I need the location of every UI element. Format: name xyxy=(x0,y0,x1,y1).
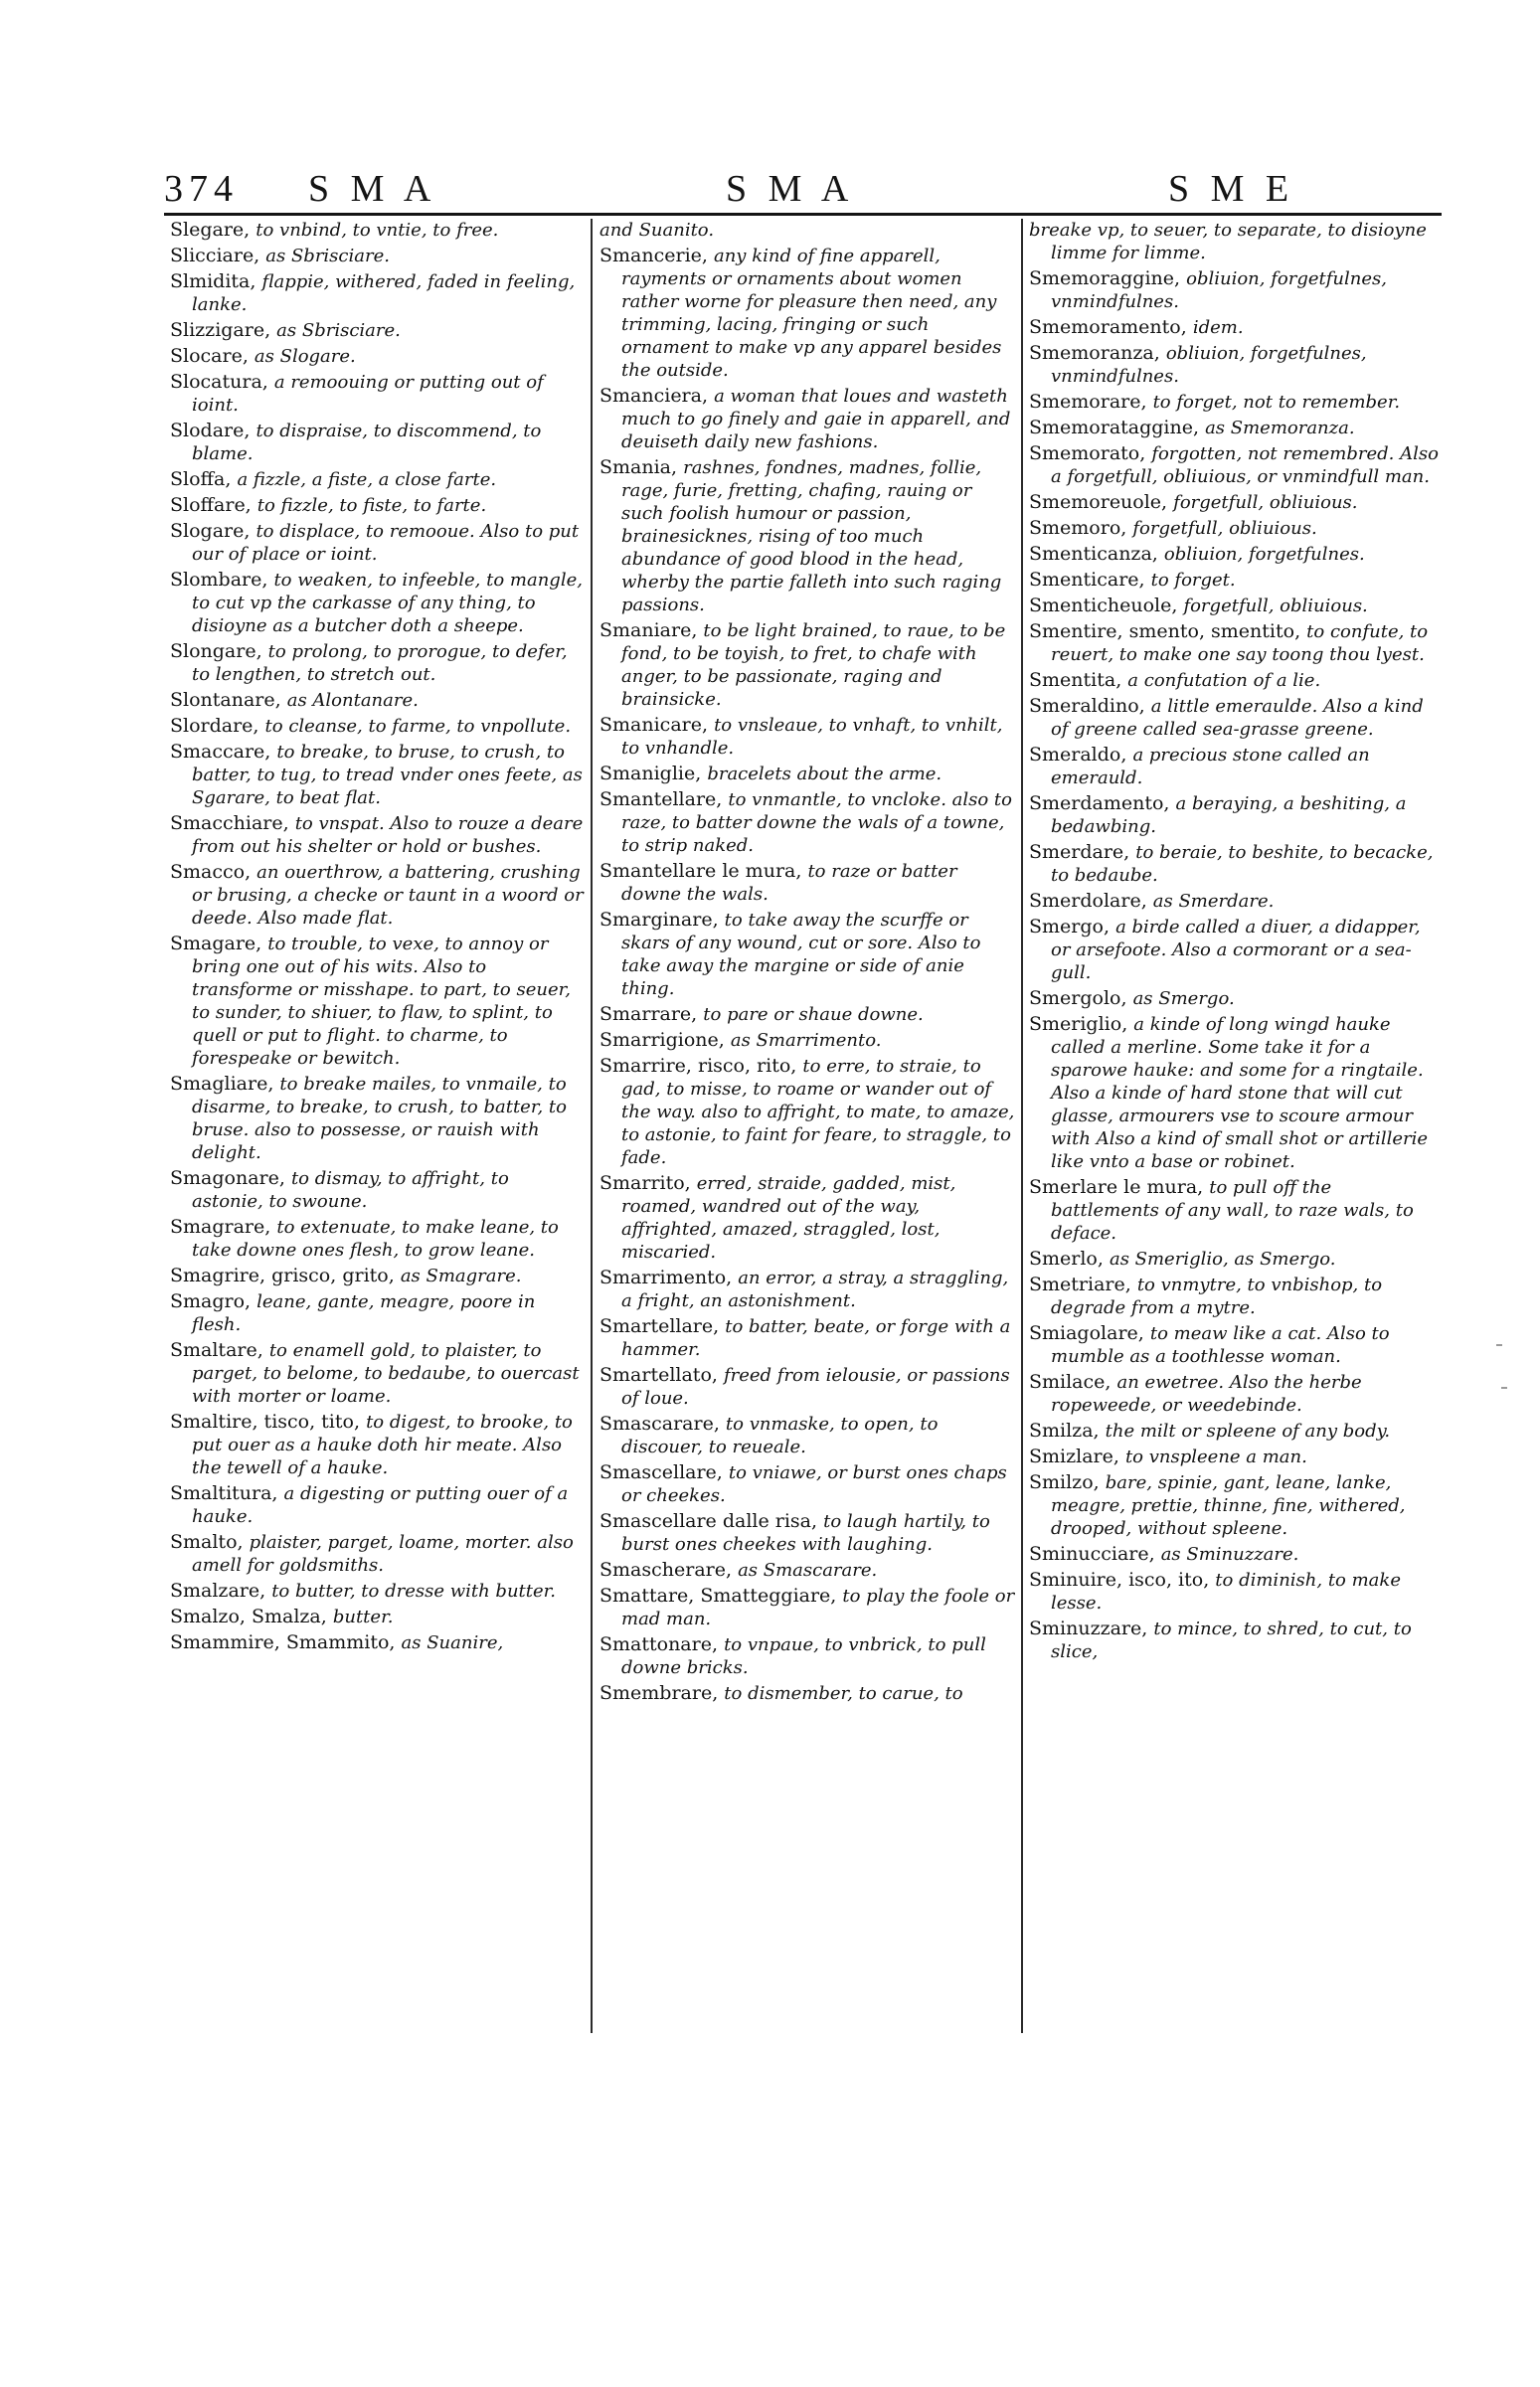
entry-headword: Smaccare, xyxy=(170,741,271,763)
entry-headword: Smagliare, xyxy=(170,1073,274,1095)
entry-headword: Smenticheuole, xyxy=(1029,595,1178,616)
dictionary-entry xyxy=(170,1482,586,1528)
entry-definition: to meaw like a cat. Also to mumble as a toothlesse woman. xyxy=(1051,1323,1390,1367)
dictionary-entry xyxy=(1029,1248,1442,1271)
dictionary-entry xyxy=(599,1510,1015,1556)
dictionary-entry xyxy=(599,1585,1015,1630)
dictionary-entry xyxy=(170,640,586,686)
entry-definition: the milt or spleene of any body. xyxy=(1105,1421,1391,1442)
entry-definition: to take away the scurffe or skars of any wound, cut or sore. Also to take away the margine or side of anie thing. xyxy=(621,910,981,999)
entry-headword: Smania, xyxy=(599,456,678,478)
dictionary-entry xyxy=(1029,1446,1442,1468)
entry-definition: as Sminuzzare. xyxy=(1160,1544,1299,1565)
entry-definition: plaister, parget, loame, morter. also amell for goldsmiths. xyxy=(192,1532,574,1576)
dictionary-entry xyxy=(599,1364,1015,1410)
entry-headword: Smetriare, xyxy=(1029,1274,1131,1295)
entry-definition: flappie, withered, faded in feeling, lanke. xyxy=(192,271,576,315)
entry-headword: Smagrire, grisco, grito, xyxy=(170,1265,395,1286)
entry-definition: a precious stone called an emerauld. xyxy=(1051,745,1370,788)
entry-definition: as Smeriglio, as Smergo. xyxy=(1109,1249,1336,1270)
entry-definition: forgotten, not remembred. Also a forgetfull, obliuious, or vnmindfull man. xyxy=(1051,443,1439,487)
entry-definition: a birde called a diuer, a didapper, or arsefoote. Also a cormorant or a sea-gull. xyxy=(1051,917,1421,983)
dictionary-entry xyxy=(1029,595,1442,617)
entry-headword: Smerdare, xyxy=(1029,841,1130,863)
entry-headword: Smalzare, xyxy=(170,1580,266,1602)
entry-headword: Smattare, Smatteggiare, xyxy=(599,1585,837,1607)
dictionary-entry xyxy=(170,1073,586,1164)
entry-definition: to pull off the battlements of any wall, to raze wals, to deface. xyxy=(1051,1177,1414,1244)
entry-definition: to dismay, to affright, to astonie, to swoune. xyxy=(192,1168,509,1212)
dictionary-entry xyxy=(599,1633,1015,1679)
entry-definition: to vnspleene a man. xyxy=(1124,1447,1307,1467)
entry-definition: to raze or batter downe the wals. xyxy=(621,861,957,905)
dictionary-entry xyxy=(599,245,1015,382)
entry-definition: as Smergo. xyxy=(1132,988,1235,1009)
dictionary-entry xyxy=(599,219,1015,242)
dictionary-entry xyxy=(170,1216,586,1262)
dictionary-entry xyxy=(599,1055,1015,1169)
entry-headword: Smancerie, xyxy=(599,245,708,266)
dictionary-entry xyxy=(1029,669,1442,692)
entry-headword: Smalzo, Smalza, xyxy=(170,1606,327,1627)
dictionary-entry xyxy=(1029,1274,1442,1319)
dictionary-entry xyxy=(170,468,586,491)
entry-definition: to mince, to shred, to cut, to slice, xyxy=(1051,1619,1412,1662)
dictionary-entry xyxy=(1029,744,1442,789)
dictionary-entry xyxy=(170,520,586,566)
dictionary-entry xyxy=(1029,1618,1442,1663)
dictionary-entry xyxy=(170,1339,586,1408)
entry-headword: Smarrigione, xyxy=(599,1029,725,1051)
entry-definition: a beraying, a beshiting, a bedawbing. xyxy=(1051,793,1407,837)
entry-definition: to laugh hartily, to burst ones cheekes with laughing. xyxy=(621,1511,990,1555)
entry-definition: and Suanito. xyxy=(599,220,715,241)
entry-headword: Smemorataggine, xyxy=(1029,417,1200,438)
header-rule xyxy=(164,213,1442,216)
dictionary-entry xyxy=(170,245,586,267)
entry-definition: to batter, beate, or forge with a hammer. xyxy=(621,1316,1011,1360)
dictionary-page xyxy=(164,167,1442,2036)
dictionary-entry xyxy=(1029,1013,1442,1173)
dictionary-entry xyxy=(170,345,586,368)
entry-definition: to play the foole or mad man. xyxy=(621,1586,1015,1629)
dictionary-entry xyxy=(1029,543,1442,566)
entry-headword: Smacco, xyxy=(170,861,252,883)
dictionary-entry xyxy=(170,219,586,242)
dictionary-entry xyxy=(170,1265,586,1287)
dictionary-entry xyxy=(1029,792,1442,838)
dictionary-entry xyxy=(1029,1471,1442,1540)
entry-headword: Smagrare, xyxy=(170,1216,271,1238)
entry-definition: to extenuate, to make leane, to take downe ones flesh, to grow leane. xyxy=(192,1217,559,1261)
entry-headword: Sminucciare, xyxy=(1029,1543,1155,1565)
entry-headword: Smagonare, xyxy=(170,1167,285,1189)
dictionary-entry xyxy=(1029,1543,1442,1566)
dictionary-entry xyxy=(1029,517,1442,540)
entry-headword: Smilzo, xyxy=(1029,1471,1100,1493)
entry-headword: Slocare, xyxy=(170,345,249,367)
entry-definition: to forget. xyxy=(1150,570,1236,591)
dictionary-entry xyxy=(1029,620,1442,666)
dictionary-entry xyxy=(1029,569,1442,592)
dictionary-entry xyxy=(1029,342,1442,388)
dictionary-entry xyxy=(599,1413,1015,1458)
entry-headword: Smerlo, xyxy=(1029,1248,1104,1270)
dictionary-entry xyxy=(1029,890,1442,913)
entry-definition: a confutation of a lie. xyxy=(1127,670,1321,691)
entry-headword: Slizzigare, xyxy=(170,319,271,341)
entry-headword: Smerdamento, xyxy=(1029,792,1170,814)
entry-definition: bracelets about the arme. xyxy=(707,764,942,784)
dictionary-entry xyxy=(1029,316,1442,339)
entry-headword: Smemoro, xyxy=(1029,517,1127,539)
dictionary-entry xyxy=(1029,916,1442,984)
entry-headword: Smantellare, xyxy=(599,788,723,810)
dictionary-entry xyxy=(599,714,1015,760)
entry-headword: Smascarare, xyxy=(599,1413,720,1435)
entry-headword: Smanicare, xyxy=(599,714,709,736)
dictionary-entry xyxy=(1029,987,1442,1010)
entry-headword: Sloffa, xyxy=(170,468,232,490)
dictionary-entry xyxy=(170,1531,586,1577)
entry-headword: Smeraldino, xyxy=(1029,695,1145,717)
entry-headword: Sminuzzare, xyxy=(1029,1618,1148,1639)
entry-headword: Smarrare, xyxy=(599,1003,698,1025)
entry-definition: to forget, not to remember. xyxy=(1152,392,1401,413)
entry-headword: Smagro, xyxy=(170,1290,252,1312)
dictionary-entry xyxy=(170,861,586,930)
dictionary-entry xyxy=(170,420,586,465)
entry-headword: Smemoreuole, xyxy=(1029,491,1168,513)
running-head-right: S M E xyxy=(1168,168,1295,210)
entry-definition: to digest, to brooke, to put ouer as a hauke doth hir meate. Also the tewell of a hauke. xyxy=(192,1412,573,1478)
entry-headword: Smerlare le mura, xyxy=(1029,1176,1204,1198)
entry-headword: Slegare, xyxy=(170,219,251,241)
entry-headword: Smascellare, xyxy=(599,1461,723,1483)
dictionary-entry xyxy=(599,1559,1015,1582)
entry-headword: Smembrare, xyxy=(599,1682,719,1704)
dictionary-entry xyxy=(599,1315,1015,1361)
entry-headword: Smaniglie, xyxy=(599,763,702,784)
entry-definition: to confute, to reuert, to make one say toong thou lyest. xyxy=(1051,621,1429,665)
entry-headword: Smilace, xyxy=(1029,1371,1112,1393)
entry-definition: a little emeraulde. Also a kind of greene called sea-grasse greene. xyxy=(1051,696,1424,740)
entry-headword: Smattonare, xyxy=(599,1633,719,1655)
entry-definition: a woman that loues and wasteth much to go finely and gaie in apparell, and deuiseth daily new fashions. xyxy=(621,386,1011,452)
column-3 xyxy=(1029,219,1442,2033)
entry-headword: Smemorare, xyxy=(1029,391,1147,413)
entry-headword: Smanciera, xyxy=(599,385,709,407)
entry-headword: Smenticanza, xyxy=(1029,543,1158,565)
entry-definition: obliuion, forgetfulnes, vnmindfulnes. xyxy=(1051,268,1387,312)
dictionary-entry xyxy=(170,715,586,738)
column-divider xyxy=(591,219,593,2033)
running-head-middle: S M A xyxy=(726,168,855,210)
entry-headword: Smizlare, xyxy=(1029,1446,1119,1467)
dictionary-entry xyxy=(599,385,1015,453)
entry-headword: Smantellare le mura, xyxy=(599,860,802,882)
entry-definition: as Suanire, xyxy=(401,1632,504,1653)
entry-definition: forgetfull, obliuious. xyxy=(1132,518,1317,539)
entry-definition: idem. xyxy=(1192,317,1244,338)
entry-headword: Slocatura, xyxy=(170,371,268,393)
entry-headword: Smarrito, xyxy=(599,1172,691,1194)
entry-headword: Smeriglio, xyxy=(1029,1013,1128,1035)
entry-headword: Smentita, xyxy=(1029,669,1122,691)
entry-definition: to vnmantle, to vncloke. also to raze, to batter downe the wals of a towne, to strip naked. xyxy=(621,789,1012,856)
entry-definition: any kind of fine apparell, rayments or ornaments about women rather worne for pleasure then need, any trimming, lacing, fringing or such ornament to make vp any apparel besides the outside. xyxy=(621,246,1002,381)
running-head-left: S M A xyxy=(308,168,437,210)
entry-headword: Smascellare dalle risa, xyxy=(599,1510,818,1532)
entry-definition: obliuion, forgetfulnes, vnmindfulnes. xyxy=(1051,343,1367,387)
entry-definition: to displace, to remooue. Also to put our of place or ioint. xyxy=(192,521,580,565)
dictionary-entry xyxy=(1029,391,1442,414)
entry-definition: forgetfull, obliuious. xyxy=(1183,596,1368,616)
dictionary-entry xyxy=(599,456,1015,616)
entry-headword: Smergolo, xyxy=(1029,987,1127,1009)
entry-definition: to pare or shaue downe. xyxy=(703,1004,924,1025)
entry-definition: rashnes, fondnes, madnes, follie, rage, furie, fretting, chafing, rauing or such foolish humour or passion, brainesicknes, rising of too much abundance of good blood in the head, wherby the partie falleth into such raging passions. xyxy=(621,457,1002,615)
entry-headword: Smiagolare, xyxy=(1029,1322,1144,1344)
entry-headword: Slogare, xyxy=(170,520,251,542)
entry-headword: Smartellato, xyxy=(599,1364,718,1386)
dictionary-entry xyxy=(170,741,586,809)
entry-headword: Smeraldo, xyxy=(1029,744,1127,766)
entry-headword: Slicciare, xyxy=(170,245,260,266)
entry-definition: erred, straide, gadded, mist, roamed, wandred out of the way, affrighted, amazed, straggled, lost, miscaried. xyxy=(621,1173,956,1263)
dictionary-entry xyxy=(170,371,586,417)
entry-headword: Smergo, xyxy=(1029,916,1111,938)
entry-definition: obliuion, forgetfulnes. xyxy=(1163,544,1365,565)
dictionary-entry xyxy=(170,933,586,1070)
entry-definition: to beraie, to beshite, to becacke, to bedaube. xyxy=(1051,842,1434,886)
dictionary-entry xyxy=(1029,841,1442,887)
entry-definition: as Smerdare. xyxy=(1152,891,1275,912)
entry-headword: Smemoraggine, xyxy=(1029,267,1181,289)
entry-definition: as Sbrisciare. xyxy=(276,320,401,341)
entry-headword: Slodare, xyxy=(170,420,251,441)
dictionary-entry xyxy=(1029,1371,1442,1417)
entry-definition: to diminish, to make lesse. xyxy=(1051,1570,1401,1614)
entry-definition: as Smemoranza. xyxy=(1205,418,1355,438)
entry-definition: to vnpaue, to vnbrick, to pull downe bricks. xyxy=(621,1634,986,1678)
entry-headword: Smemoranza, xyxy=(1029,342,1160,364)
page-number: 374 xyxy=(164,168,239,210)
entry-definition: to erre, to straie, to gad, to misse, to roame or wander out of the way. also to affright, to mate, to amaze, to astonie, to faint for feare, to straggle, to fade. xyxy=(621,1056,1015,1168)
entry-definition: to prolong, to prorogue, to defer, to lengthen, to stretch out. xyxy=(192,641,568,685)
entry-headword: Slongare, xyxy=(170,640,262,662)
entry-headword: Smemorato, xyxy=(1029,442,1146,464)
running-head xyxy=(164,167,1442,211)
dictionary-entry xyxy=(599,1267,1015,1312)
entry-definition: breake vp, to seuer, to separate, to disioyne limme for limme. xyxy=(1029,220,1427,263)
scan-speck xyxy=(1496,1344,1502,1346)
column-1 xyxy=(170,219,586,2033)
entry-headword: Smaltire, tisco, tito, xyxy=(170,1411,361,1433)
entry-definition: forgetfull, obliuious. xyxy=(1173,492,1358,513)
entry-definition: a remoouing or putting out of ioint. xyxy=(192,372,544,416)
column-divider xyxy=(1021,219,1023,2033)
dictionary-entry xyxy=(599,909,1015,1000)
entry-definition: as Sbrisciare. xyxy=(265,246,390,266)
entry-definition: as Alontanare. xyxy=(286,690,419,711)
entry-headword: Smaltitura, xyxy=(170,1482,278,1504)
entry-headword: Smagare, xyxy=(170,933,262,954)
dictionary-entry xyxy=(599,619,1015,711)
entry-definition: to butter, to dresse with butter. xyxy=(271,1581,557,1602)
column-2 xyxy=(599,219,1015,2033)
entry-definition: to weaken, to infeeble, to mangle, to cut vp the carkasse of any thing, to disioyne as a butcher doth a sheepe. xyxy=(192,570,583,636)
entry-definition: freed from ielousie, or passions of loue. xyxy=(621,1365,1010,1409)
dictionary-entry xyxy=(599,1029,1015,1052)
entry-headword: Sminuire, isco, ito, xyxy=(1029,1569,1210,1591)
entry-definition: to dispraise, to discommend, to blame. xyxy=(192,421,542,464)
dictionary-entry xyxy=(1029,1322,1442,1368)
entry-definition: to vnmytre, to vnbishop, to degrade from a mytre. xyxy=(1051,1275,1383,1318)
dictionary-entry xyxy=(599,788,1015,857)
dictionary-entry xyxy=(1029,267,1442,313)
dictionary-entry xyxy=(170,1411,586,1479)
entry-definition: an ouerthrow, a battering, crushing or brusing, a checke or taunt in a woord or deede. Also made flat. xyxy=(192,862,584,929)
entry-headword: Smaltare, xyxy=(170,1339,263,1361)
entry-definition: to cleanse, to farme, to vnpollute. xyxy=(264,716,572,737)
entry-definition: to breake, to bruse, to crush, to batter, to tug, to tread vnder ones feete, as Sgarare, to beat flat. xyxy=(192,742,583,808)
entry-headword: Slontanare, xyxy=(170,689,281,711)
entry-definition: to vnspat. Also to rouze a deare from out his shelter or hold or bushes. xyxy=(192,813,584,857)
entry-headword: Smacchiare, xyxy=(170,812,289,834)
dictionary-entry xyxy=(170,1631,586,1654)
entry-definition: as Smagrare. xyxy=(400,1266,522,1286)
entry-definition: butter. xyxy=(332,1607,394,1627)
dictionary-entry xyxy=(599,860,1015,906)
dictionary-entry xyxy=(1029,219,1442,264)
entry-headword: Smascherare, xyxy=(599,1559,733,1581)
dictionary-entry xyxy=(1029,1569,1442,1615)
entry-definition: as Smarrimento. xyxy=(730,1030,882,1051)
entry-headword: Smarrimento, xyxy=(599,1267,733,1288)
entry-headword: Smarginare, xyxy=(599,909,719,931)
entry-headword: Smarrire, risco, rito, xyxy=(599,1055,797,1077)
scan-speck xyxy=(1501,1387,1507,1389)
dictionary-entry xyxy=(170,270,586,316)
entry-headword: Smenticare, xyxy=(1029,569,1145,591)
dictionary-entry xyxy=(170,1167,586,1213)
entry-headword: Smaniare, xyxy=(599,619,698,641)
entry-headword: Smammire, Smammito, xyxy=(170,1631,396,1653)
entry-headword: Smilza, xyxy=(1029,1420,1100,1442)
dictionary-entry xyxy=(170,689,586,712)
dictionary-entry xyxy=(170,494,586,517)
entry-definition: a digesting or putting ouer of a hauke. xyxy=(192,1483,569,1527)
dictionary-entry xyxy=(170,569,586,637)
entry-definition: as Smascarare. xyxy=(738,1560,878,1581)
dictionary-entry xyxy=(599,1172,1015,1264)
dictionary-entry xyxy=(1029,695,1442,741)
entry-headword: Sloffare, xyxy=(170,494,252,516)
dictionary-entry xyxy=(170,1606,586,1628)
entry-headword: Slombare, xyxy=(170,569,268,591)
dictionary-entry xyxy=(599,1682,1015,1705)
entry-definition: as Slogare. xyxy=(254,346,356,367)
entry-definition: to vniawe, or burst ones chaps or cheekes. xyxy=(621,1462,1007,1506)
dictionary-entry xyxy=(1029,442,1442,488)
entry-definition: to vnbind, to vntie, to free. xyxy=(256,220,499,241)
dictionary-entry xyxy=(170,812,586,858)
entry-headword: Smartellare, xyxy=(599,1315,720,1337)
entry-headword: Smerdolare, xyxy=(1029,890,1147,912)
entry-definition: to trouble, to vexe, to annoy or bring one out of his wits. Also to transforme or misshape. to part, to seuer, to sunder, to shiuer, to flaw, to splint, to quell or put to flight. to charme, to forespeake or bewitch. xyxy=(192,934,571,1069)
entry-definition: bare, spinie, gant, leane, lanke, meagre, prettie, thinne, fine, withered, drooped, without spleene. xyxy=(1051,1472,1406,1539)
entry-definition: an ewetree. Also the herbe ropeweede, or weedebinde. xyxy=(1051,1372,1362,1416)
entry-headword: Smalto, xyxy=(170,1531,244,1553)
entry-definition: to be light brained, to raue, to be fond, to be toyish, to fret, to chafe with anger, to be passionate, raging and brainsicke. xyxy=(621,620,1006,710)
entry-headword: Smentire, smento, smentito, xyxy=(1029,620,1301,642)
dictionary-entry xyxy=(1029,491,1442,514)
dictionary-entry xyxy=(170,1290,586,1336)
entry-headword: Smemoramento, xyxy=(1029,316,1187,338)
dictionary-entry xyxy=(599,1003,1015,1026)
entry-definition: to fizzle, to fiste, to farte. xyxy=(257,495,487,516)
dictionary-entry xyxy=(170,1580,586,1603)
dictionary-entry xyxy=(1029,1176,1442,1245)
entry-headword: Slordare, xyxy=(170,715,259,737)
dictionary-entry xyxy=(1029,1420,1442,1443)
dictionary-entry xyxy=(1029,417,1442,439)
dictionary-entry xyxy=(170,319,586,342)
entry-definition: leane, gante, meagre, poore in flesh. xyxy=(192,1291,536,1335)
entry-definition: a kinde of long wingd hauke called a merline. Some take it for a sparowe hauke: and some for a ringtaile. Also a kinde of hard stone that will cut glasse, armourers vse to scoure armour with Also a kind of small shot or artillerie like vnto a base or robinet. xyxy=(1051,1014,1429,1172)
dictionary-entry xyxy=(599,1461,1015,1507)
entry-definition: an error, a stray, a straggling, a fright, an astonishment. xyxy=(621,1268,1009,1311)
entry-definition: to vnsleaue, to vnhaft, to vnhilt, to vnhandle. xyxy=(621,715,1003,759)
dictionary-entry xyxy=(599,763,1015,785)
entry-definition: to breake mailes, to vnmaile, to disarme, to breake, to crush, to batter, to bruse. also to possesse, or rauish with delight. xyxy=(192,1074,567,1163)
entry-definition: a fizzle, a fiste, a close farte. xyxy=(237,469,497,490)
entry-definition: to dismember, to carue, to xyxy=(724,1683,963,1704)
entry-headword: Slmidita, xyxy=(170,270,257,292)
entry-definition: to enamell gold, to plaister, to parget, to belome, to bedaube, to ouercast with morter or loame. xyxy=(192,1340,580,1407)
entry-definition: to vnmaske, to open, to discouer, to reueale. xyxy=(621,1414,939,1457)
